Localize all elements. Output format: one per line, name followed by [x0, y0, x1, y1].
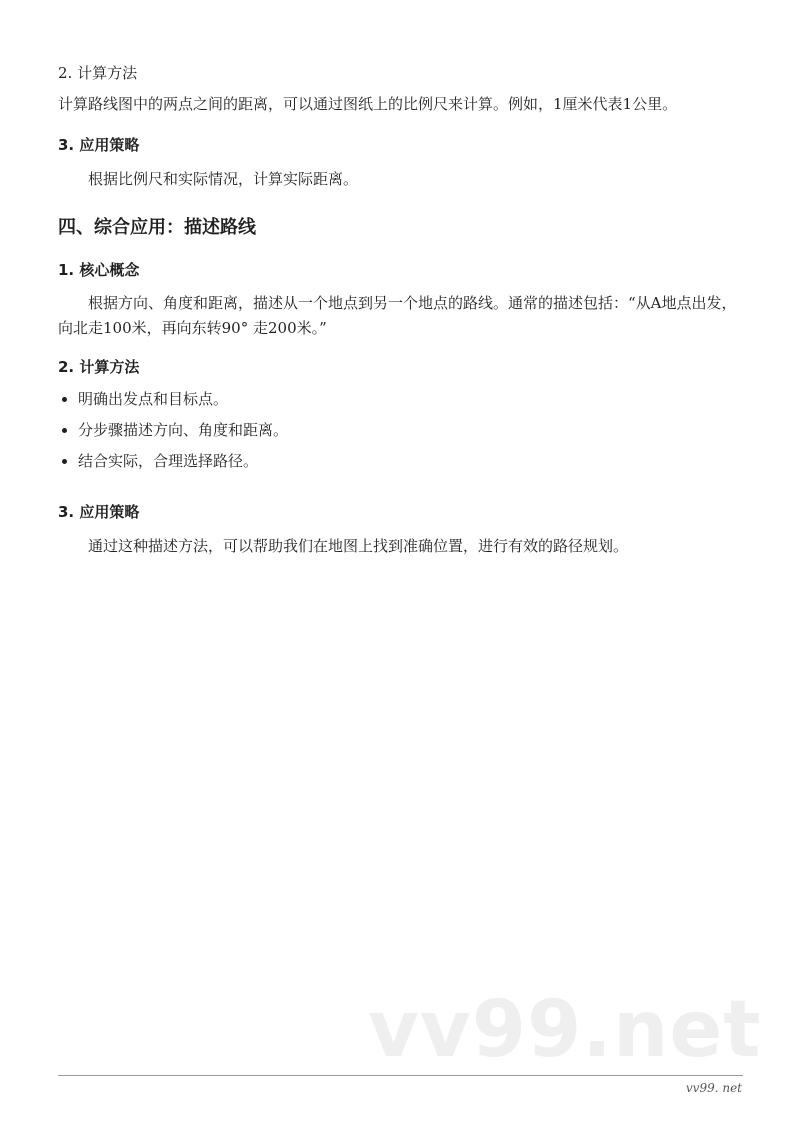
- bullet-dot-icon: [62, 397, 67, 402]
- section4-core-paragraph: 根据方向、角度和距离，描述从一个地点到另一个地点的路线。通常的描述包括：“从A地点出发，向北走100米，再向东转90° 走200米。”: [58, 294, 737, 337]
- bullet-item: [58, 446, 748, 477]
- section4-title-block: [58, 215, 748, 241]
- prev-strategy-heading: 3. 应用策略: [58, 136, 140, 154]
- bullet-text: 结合实际，合理选择路径。: [78, 452, 259, 470]
- bullet-text: 明确出发点和目标点。: [78, 390, 229, 408]
- bullet-item: [58, 415, 748, 446]
- bullet-dot-icon: [62, 428, 67, 433]
- section4-strategy-paragraph: 通过这种描述方法，可以帮助我们在地图上找到准确位置，进行有效的路径规划。: [88, 537, 629, 555]
- prev-strategy-heading-block: [58, 134, 748, 156]
- prev-calc-paragraph: 计算路线图中的两点之间的距离，可以通过图纸上的比例尺来计算。例如，1厘米代表1公里。: [58, 95, 678, 113]
- section4-calc-heading: 2. 计算方法: [58, 358, 140, 376]
- bullet-text: 分步骤描述方向、角度和距离。: [78, 421, 289, 439]
- section4-strategy-paragraph-block: [58, 534, 748, 559]
- section4-bullet-list: [58, 384, 748, 477]
- section4-title: 四、综合应用：描述路线: [58, 217, 256, 238]
- section4-strategy-heading-block: [58, 501, 748, 523]
- section4-core-heading-block: [58, 259, 748, 281]
- section4-bullets-block: [58, 384, 748, 477]
- prev-strategy-paragraph: 根据比例尺和实际情况，计算实际距离。: [88, 170, 359, 188]
- section4-strategy-heading: 3. 应用策略: [58, 503, 140, 521]
- footer-site: vv99. net: [685, 1081, 742, 1095]
- prev-calc-paragraph-block: [58, 92, 748, 117]
- section4-core-heading: 1. 核心概念: [58, 261, 140, 279]
- prev-calc-heading-block: [58, 62, 748, 84]
- footer-divider: [58, 1075, 743, 1076]
- bullet-item: [58, 384, 748, 415]
- bullet-dot-icon: [62, 459, 67, 464]
- prev-calc-heading: 2. 计算方法: [58, 64, 138, 82]
- prev-strategy-paragraph-block: [58, 167, 748, 192]
- section4-core-paragraph-block: [58, 291, 748, 341]
- watermark-text: vv99.net: [368, 985, 762, 1075]
- section4-calc-heading-block: [58, 356, 748, 378]
